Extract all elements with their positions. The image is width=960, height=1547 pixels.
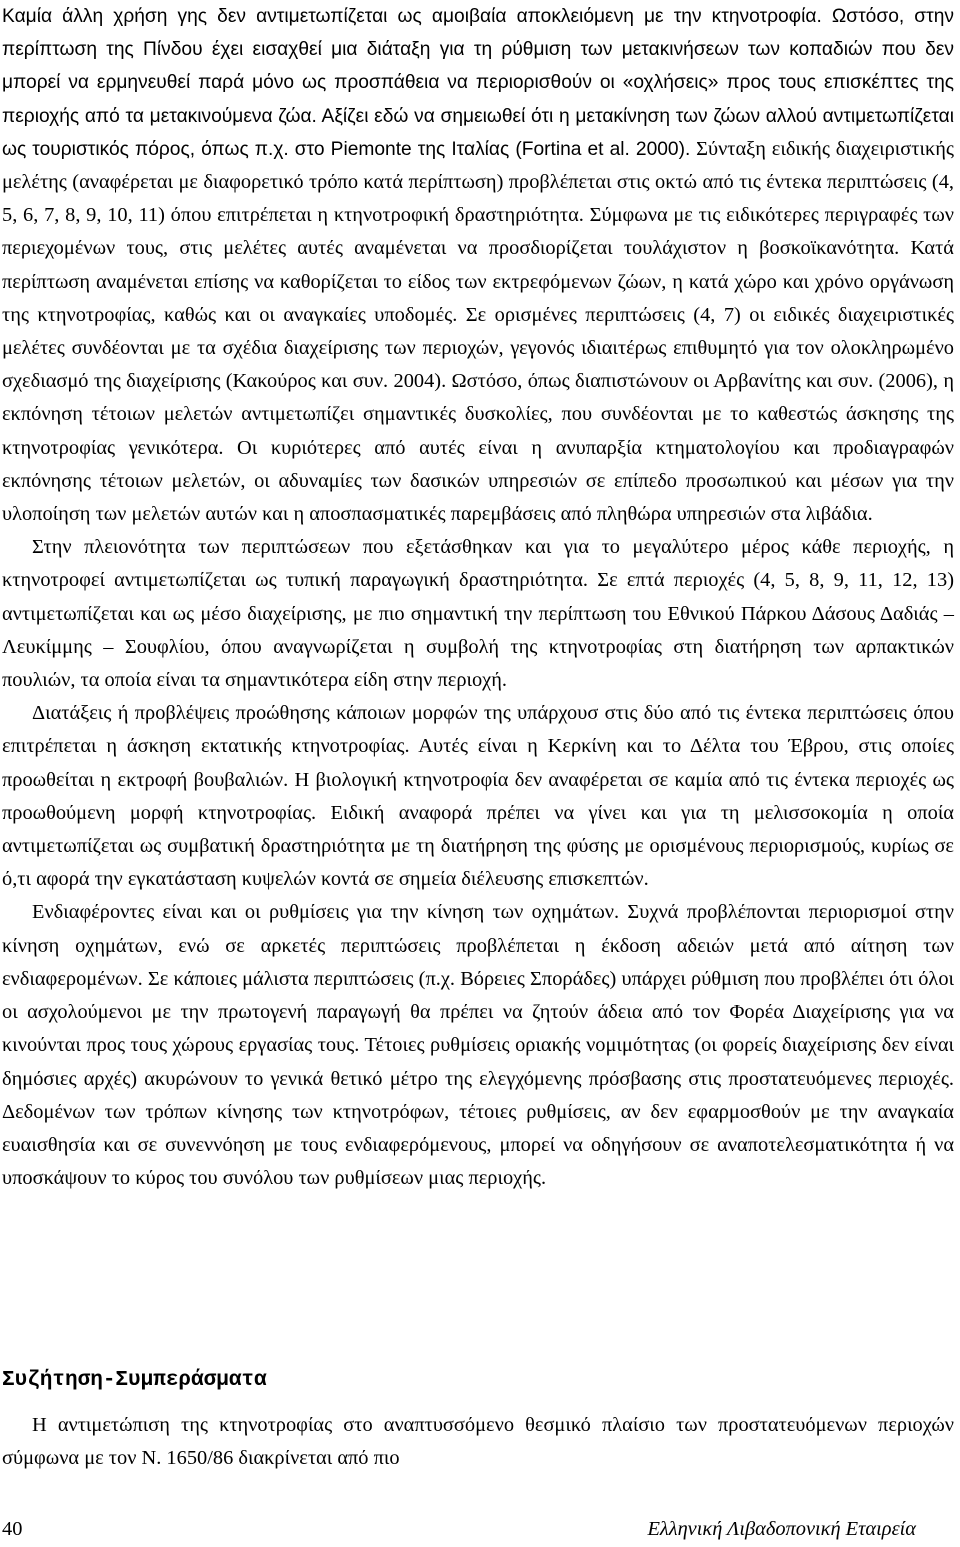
paragraph: Διατάξεις ή προβλέψεις προώθησης κάποιων μορφών της υπάρχουσ στις δύο από τις έντεκα περιπτώσεις όπου επιτρέπεται η άσκηση εκτατικής κτηνοτροφίας. Αυτές είναι η Κερκίνη και το Δέλτα του Έβρου, στις οποίες προωθείται η εκτροφή βουβαλιών. Η βιολογική κτηνοτροφία δεν αναφέρεται σε καμία από τις έντεκα περιοχές ως προωθούμενη μορφή κτηνοτροφίας. Ειδική αναφορά πρέπει να γίνει και για τη μελισσοκομία η οποία αντιμετωπίζεται ως συμβατική δραστηριότητα με τη διατήρηση της φύσης με ορισμένους περιορισμούς, κυρίως σε ό,τι αφορά την εγκατάσταση κυψελών κοντά σε σημεία διέλευσης επισκεπτών. [2, 702, 954, 891]
paragraph [2, 0, 954, 531]
paragraph: Στην πλειονότητα των περιπτώσεων που εξετάσθηκαν και για το μεγαλύτερο μέρος κάθε περιοχής, η κτηνοτροφεί αντιμετωπίζεται ως τυπική παραγωγική δραστηριότητα. Σε επτά περιοχές (4, 5, 8, 9, 11, 12, 13) αντιμετωπίζεται και ως μέσο διαχείρισης, με πιο σημαντική την περίπτωση του Εθνικού Πάρκου Δάσους Δαδιάς – Λευκίμμης – Σουφλίου, όπου αναγνωρίζεται η συμβολή της κτηνοτροφίας στη διατήρηση των αρπακτικών πουλιών, τα οποία είναι τα σημαντικότερα είδη στην περιοχή. [2, 536, 954, 692]
paragraph-sans-text: Καμία άλλη χρήση γης δεν αντιμετωπίζεται ως αμοιβαία αποκλειόμενη με την κτηνοτροφία. Ωστόσο, στην περίπτωση της Πίνδου έχει εισαχθεί μια διάταξη για τη ρύθμιση των μετακινήσεων των κοπαδιών που δεν μπορεί να ερμηνευθεί παρά μόνο ως προσπάθεια να περιορισθούν οι «οχλήσεις» προς τους επισκέπτες της περιοχής από τα μετακινούμενα ζώα. Αξίζει εδώ να σημειωθεί ότι η μετακίνηση των ζώων αλλού αντιμετωπίζεται ως τουριστικός πόρος, όπως π.χ. στο Piemonte της Ιταλίας (Fortina et al. 2000). [2, 6, 954, 160]
paragraph: Ενδιαφέροντες είναι και οι ρυθμίσεις για την κίνηση των οχημάτων. Συχνά προβλέπονται περιορισμοί στην κίνηση οχημάτων, ενώ σε αρκετές περιπτώσεις προβλέπεται η έκδοση αδειών μετά από αίτηση των ενδιαφερομένων. Σε κάποιες μάλιστα περιπτώσεις (π.χ. Βόρειες Σποράδες) υπάρχει ρύθμιση που προβλέπει ότι όλοι οι ασχολούμενοι με την πρωτογενή παραγωγή θα πρέπει να ζητούν άδεια από τον Φορέα Διαχείρισης για να κινούνται προς τους χώρους εργασίας τους. Τέτοιες ρυθμίσεις οριακής νομιμότητας (οι φορείς διαχείρισης δεν είναι δημόσιες αρχές) ακυρώνουν το γενικά θετικό μέτρο της ελεγχόμενης πρόσβασης στις προστατευόμενες περιοχές. Δεδομένων των τρόπων κίνησης των κτηνοτρόφων, τέτοιες ρυθμίσεις, αν δεν εφαρμοσθούν με την αναγκαία ευαισθησία και σε συνεννόηση με τους ενδιαφερόμενους, μπορεί να οδηγήσουν σε αναποτελεσματικότητα ή να υποσκάψουν το κύρος του συνόλου των ρυθμίσεων μιας περιοχής. [2, 901, 954, 1190]
page-number: 40 [2, 1518, 23, 1540]
document-body-continued [2, 1409, 954, 1475]
page-footer [2, 1518, 916, 1541]
document-body [2, 0, 954, 1195]
paragraph: Η αντιμετώπιση της κτηνοτροφίας στο αναπτυσσόμενο θεσμικό πλαίσιο των προστατευόμενων περιοχών σύμφωνα με τον Ν. 1650/86 διακρίνεται από πιο [2, 1414, 954, 1470]
journal-name: Ελληνική Λιβαδοπονική Εταιρεία [647, 1518, 916, 1540]
paragraph-serif-text: Σύνταξη ειδικής διαχειριστικής μελέτης (αναφέρεται με διαφορετικό τρόπο κατά περίπτωση) προβλέπεται στις οκτώ από τις έντεκα περιπτώσεις (4, 5, 6, 7, 8, 9, 10, 11) όπου επιτρέπεται η κτηνοτροφική δραστηριότητα. Σύμφωνα με τις ειδικότερες περιγραφές των περιεχομένων τους, στις μελέτες αυτές αναμένεται να προσδιορίζεται τουλάχιστον η βοσκοϊκανότητα. Κατά περίπτωση αναμένεται επίσης να καθορίζεται το είδος των εκτρεφόμενων ζώων, η κατά χώρο και χρόνο οργάνωση της κτηνοτροφίας, καθώς και οι αναγκαίες υποδομές. Σε ορισμένες περιπτώσεις (4, 7) οι ειδικές διαχειριστικές μελέτες συνδέονται με τα σχέδια διαχείρισης των περιοχών, γεγονός ιδιαιτέρως επιθυμητό για τον ολοκληρωμένο σχεδιασμό της διαχείρισης (Κακούρος και συν. 2004). Ωστόσο, όπως διαπιστώνουν οι Αρβανίτης και συν. (2006), η εκπόνηση τέτοιων μελετών αντιμετωπίζει σημαντικές δυσκολίες, που συνδέονται με το καθεστώς άσκησης της κτηνοτροφίας γενικότερα. Οι κυριότερες από αυτές είναι η ανυπαρξία κτηματολογίου και προδιαγραφών εκπόνησης τέτοιων μελετών, οι αδυναμίες των δασικών υπηρεσιών σε επίπεδο προσωπικού και μέσων για την υλοποίηση των μελετών αυτών και η αποσπασματικές παρεμβάσεις από πληθώρα υπηρεσιών στα λιβάδια. [2, 137, 954, 526]
section-heading: Συζήτηση-Συμπεράσματα [2, 1369, 267, 1392]
